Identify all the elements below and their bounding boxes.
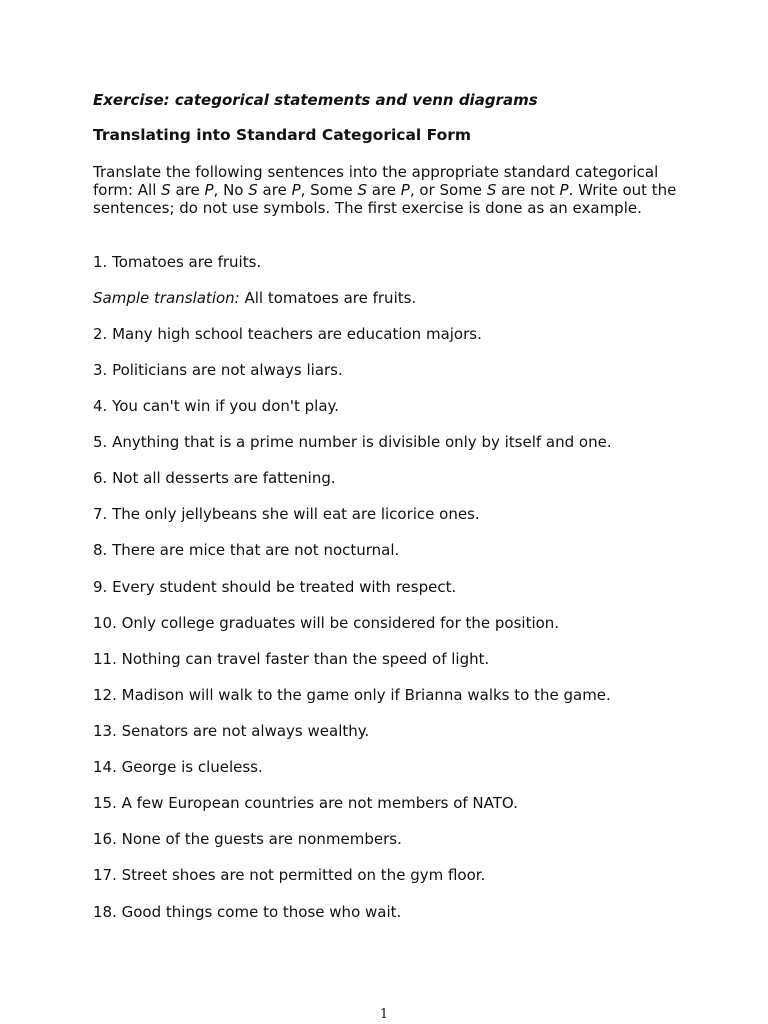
exercise-item: 7. The only jellybeans she will eat are licorice ones.	[93, 505, 480, 523]
exercise-item: 16. None of the guests are nonmembers.	[93, 830, 402, 848]
exercise-item: 12. Madison will walk to the game only if Brianna walks to the game.	[93, 686, 611, 704]
exercise-item: 18. Good things come to those who wait.	[93, 903, 402, 921]
exercise-item: 4. You can't win if you don't play.	[93, 397, 340, 415]
term-s: S	[248, 181, 258, 200]
term-s: S	[357, 181, 367, 200]
exercise-item: 10. Only college graduates will be considered for the position.	[93, 614, 560, 632]
exercise-item: 11. Nothing can travel faster than the speed of light.	[93, 650, 490, 668]
term-s: S	[486, 181, 497, 200]
term-p: P	[559, 181, 569, 200]
exercise-item: 8. There are mice that are not nocturnal.	[93, 541, 400, 559]
instructions-text: are not	[496, 181, 560, 200]
exercise-item: 17. Street shoes are not permitted on the gym floor.	[93, 866, 486, 884]
sample-translation-label: Sample translation:	[93, 289, 240, 307]
instructions-text: are	[257, 181, 292, 200]
term-s: S	[161, 181, 171, 200]
exercise-item: 14. George is clueless.	[93, 758, 263, 776]
exercise-item: 2. Many high school teachers are education majors.	[93, 325, 482, 343]
term-p: P	[400, 181, 410, 200]
term-p: P	[204, 181, 214, 200]
instructions-text: Translate the following sentences into the appropriate standard categorical form: All	[93, 163, 659, 200]
term-p: P	[291, 181, 301, 200]
exercise-item: 13. Senators are not always wealthy.	[93, 722, 370, 740]
section-heading: Translating into Standard Categorical Form	[93, 126, 472, 144]
instructions-text: are	[170, 181, 205, 200]
instructions-text: are	[367, 181, 401, 200]
page-number: 1	[379, 1007, 389, 1022]
sample-translation-text: All tomatoes are fruits.	[239, 289, 417, 307]
exercise-title: Exercise: categorical statements and venn diagrams	[93, 91, 538, 109]
instructions-text: , No	[213, 181, 249, 200]
sample-translation	[93, 289, 416, 307]
instructions-text: . Write out the sentences; do not use symbols. The first exercise is done as an example.	[93, 181, 677, 218]
exercise-item: 15. A few European countries are not members of NATO.	[93, 794, 518, 812]
instructions-text: , Some	[300, 181, 358, 200]
exercise-item: 1. Tomatoes are fruits.	[93, 253, 262, 271]
exercise-item: 3. Politicians are not always liars.	[93, 361, 343, 379]
instructions-text: , or Some	[409, 181, 487, 200]
exercise-item: 9. Every student should be treated with respect.	[93, 578, 457, 596]
instructions-paragraph	[93, 163, 693, 218]
exercise-item: 5. Anything that is a prime number is divisible only by itself and one.	[93, 433, 612, 451]
exercise-item: 6. Not all desserts are fattening.	[93, 469, 336, 487]
